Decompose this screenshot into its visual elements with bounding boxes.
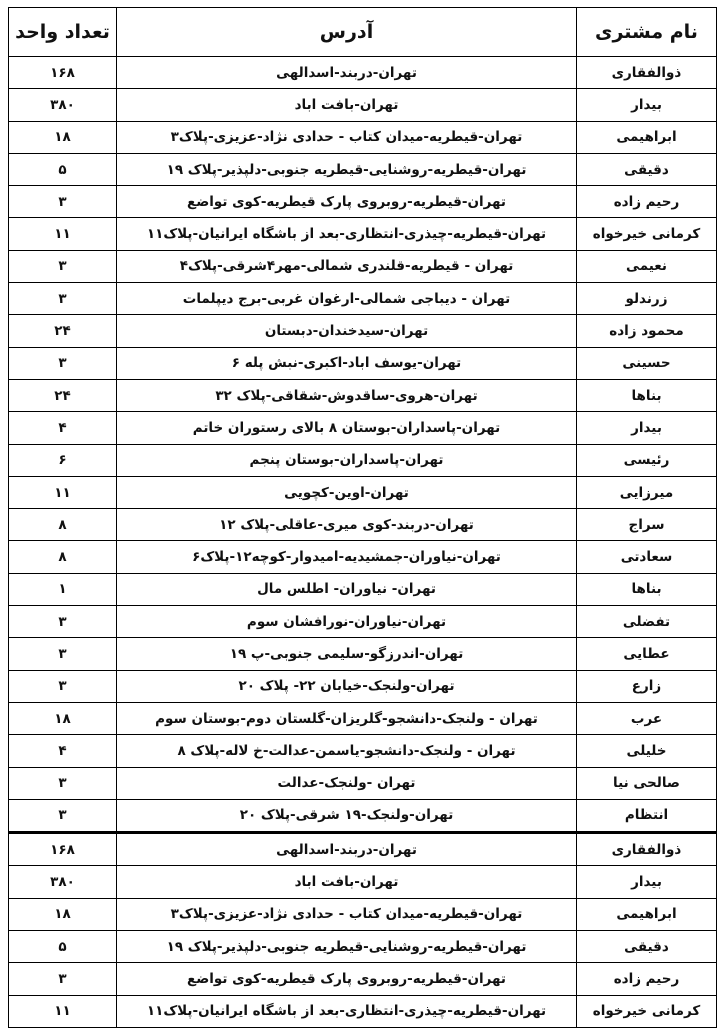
table-row [9, 573, 717, 605]
cell-name: رحیم زاده [577, 186, 717, 218]
cell-address: تهران-ولنجک-خیابان ۲۲- پلاک ۲۰ [117, 670, 577, 702]
cell-units: ۳ [9, 347, 117, 379]
cell-units: ۲۴ [9, 379, 117, 411]
cell-address: تهران-قیطریه-میدان کتاب - حدادی نژاد-عزیزی-پلاک۳ [117, 121, 577, 153]
cell-address: تهران- نیاوران- اطلس مال [117, 573, 577, 605]
cell-units: ۲۴ [9, 315, 117, 347]
cell-units: ۳۸۰ [9, 866, 117, 898]
cell-name: تفضلی [577, 606, 717, 638]
table-row [9, 931, 717, 963]
cell-name: انتظام [577, 799, 717, 832]
table-row [9, 412, 717, 444]
cell-units: ۵ [9, 153, 117, 185]
table-row [9, 541, 717, 573]
cell-units: ۵ [9, 931, 117, 963]
cell-address: تهران-قیطریه-روبروی پارک قیطریه-کوی تواضع [117, 186, 577, 218]
cell-name: بناها [577, 379, 717, 411]
table-row [9, 283, 717, 315]
cell-name: رحیم زاده [577, 963, 717, 995]
cell-units: ۶ [9, 444, 117, 476]
table-row [9, 963, 717, 995]
cell-address: تهران-ولنجک-۱۹ شرقی-پلاک ۲۰ [117, 799, 577, 832]
cell-name: صالحی نیا [577, 767, 717, 799]
cell-units: ۱۸ [9, 121, 117, 153]
cell-units: ۱۱ [9, 218, 117, 250]
cell-address: تهران-دربند-اسدالهی [117, 57, 577, 89]
table-row [9, 250, 717, 282]
cell-name: زارع [577, 670, 717, 702]
cell-units: ۳ [9, 638, 117, 670]
cell-address: تهران-بافت اباد [117, 866, 577, 898]
cell-units: ۳ [9, 250, 117, 282]
cell-name: ذوالفقاری [577, 57, 717, 89]
cell-units: ۳ [9, 767, 117, 799]
cell-units: ۱۸ [9, 702, 117, 734]
table-row [9, 153, 717, 185]
table-row [9, 606, 717, 638]
header-row [9, 8, 717, 57]
table-row [9, 670, 717, 702]
table-row [9, 866, 717, 898]
table-row [9, 833, 717, 866]
cell-units: ۳ [9, 799, 117, 832]
cell-name: زرندلو [577, 283, 717, 315]
cell-name: نعیمی [577, 250, 717, 282]
cell-name: دقیقی [577, 931, 717, 963]
cell-units: ۳ [9, 670, 117, 702]
cell-name: کرمانی خیرخواه [577, 995, 717, 1027]
cell-units: ۸ [9, 541, 117, 573]
cell-name: حسینی [577, 347, 717, 379]
cell-address: تهران-یوسف اباد-اکبری-نبش پله ۶ [117, 347, 577, 379]
cell-address: تهران -ولنجک-عدالت [117, 767, 577, 799]
header-units: تعداد واحد [9, 8, 117, 57]
cell-name: ذوالفقاری [577, 833, 717, 866]
table-body [9, 57, 717, 1028]
cell-name: محمود زاده [577, 315, 717, 347]
table-row [9, 379, 717, 411]
table-row [9, 799, 717, 832]
table-row [9, 638, 717, 670]
table-row [9, 898, 717, 930]
table-row [9, 89, 717, 121]
cell-units: ۱ [9, 573, 117, 605]
table-row [9, 509, 717, 541]
cell-address: تهران-پاسداران-بوستان ۸ بالای رستوران خاتم [117, 412, 577, 444]
cell-units: ۱۶۸ [9, 833, 117, 866]
cell-address: تهران-نیاوران-نورافشان سوم [117, 606, 577, 638]
cell-address: تهران-قیطریه-روشنایی-قیطریه جنوبی-دلپذیر-پلاک ۱۹ [117, 931, 577, 963]
cell-address: تهران-دربند-کوی میری-عاقلی-پلاک ۱۲ [117, 509, 577, 541]
cell-name: بیدار [577, 89, 717, 121]
customer-table [8, 7, 717, 1028]
cell-units: ۳ [9, 283, 117, 315]
cell-address: تهران-قیطریه-روشنایی-قیطریه جنوبی-دلپذیر-پلاک ۱۹ [117, 153, 577, 185]
cell-units: ۱۶۸ [9, 57, 117, 89]
cell-name: عرب [577, 702, 717, 734]
table-row [9, 186, 717, 218]
cell-address: تهران - ولنجک-دانشجو-گلریزان-گلستان دوم-بوستان سوم [117, 702, 577, 734]
header-name: نام مشتری [577, 8, 717, 57]
cell-name: کرمانی خیرخواه [577, 218, 717, 250]
table-row [9, 767, 717, 799]
cell-name: خلیلی [577, 735, 717, 767]
cell-address: تهران-قیطریه-چیذری-انتظاری-بعد از باشگاه ایرانیان-پلاک۱۱ [117, 995, 577, 1027]
table-row [9, 444, 717, 476]
cell-name: سراج [577, 509, 717, 541]
cell-units: ۳ [9, 606, 117, 638]
table-row [9, 995, 717, 1027]
cell-name: عطایی [577, 638, 717, 670]
table-row [9, 218, 717, 250]
cell-units: ۳ [9, 963, 117, 995]
cell-address: تهران - قیطریه-قلندری شمالی-مهر۴شرقی-پلاک۴ [117, 250, 577, 282]
table-row [9, 57, 717, 89]
cell-name: بیدار [577, 866, 717, 898]
cell-address: تهران-نیاوران-جمشیدیه-امیدوار-کوچه۱۲-پلاک۶ [117, 541, 577, 573]
cell-address: تهران-بافت اباد [117, 89, 577, 121]
cell-units: ۴ [9, 735, 117, 767]
table-row [9, 702, 717, 734]
cell-units: ۴ [9, 412, 117, 444]
cell-units: ۱۸ [9, 898, 117, 930]
cell-name: رئیسی [577, 444, 717, 476]
cell-address: تهران-اندرزگو-سلیمی جنوبی-پ ۱۹ [117, 638, 577, 670]
cell-address: تهران-قیطریه-روبروی پارک قیطریه-کوی تواضع [117, 963, 577, 995]
cell-name: ابراهیمی [577, 121, 717, 153]
cell-address: تهران-قیطریه-میدان کتاب - حدادی نژاد-عزیزی-پلاک۳ [117, 898, 577, 930]
table-row [9, 735, 717, 767]
header-address: آدرس [117, 8, 577, 57]
cell-address: تهران - ولنجک-دانشجو-یاسمن-عدالت-خ لاله-پلاک ۸ [117, 735, 577, 767]
cell-name: میرزایی [577, 476, 717, 508]
cell-units: ۱۱ [9, 995, 117, 1027]
cell-address: تهران-قیطریه-چیذری-انتظاری-بعد از باشگاه ایرانیان-پلاک۱۱ [117, 218, 577, 250]
table-row [9, 315, 717, 347]
cell-units: ۳ [9, 186, 117, 218]
cell-address: تهران-سیدخندان-دبستان [117, 315, 577, 347]
cell-address: تهران - دیباجی شمالی-ارغوان غربی-برج دیپلمات [117, 283, 577, 315]
cell-name: ابراهیمی [577, 898, 717, 930]
cell-address: تهران-اوین-کچویی [117, 476, 577, 508]
table-row [9, 121, 717, 153]
cell-name: دقیقی [577, 153, 717, 185]
cell-units: ۳۸۰ [9, 89, 117, 121]
cell-name: سعادتی [577, 541, 717, 573]
cell-units: ۱۱ [9, 476, 117, 508]
cell-address: تهران-دربند-اسدالهی [117, 833, 577, 866]
cell-name: بیدار [577, 412, 717, 444]
table-row [9, 347, 717, 379]
cell-name: بناها [577, 573, 717, 605]
cell-address: تهران-پاسداران-بوستان پنجم [117, 444, 577, 476]
cell-units: ۸ [9, 509, 117, 541]
table-row [9, 476, 717, 508]
cell-address: تهران-هروی-ساقدوش-شقاقی-پلاک ۳۲ [117, 379, 577, 411]
